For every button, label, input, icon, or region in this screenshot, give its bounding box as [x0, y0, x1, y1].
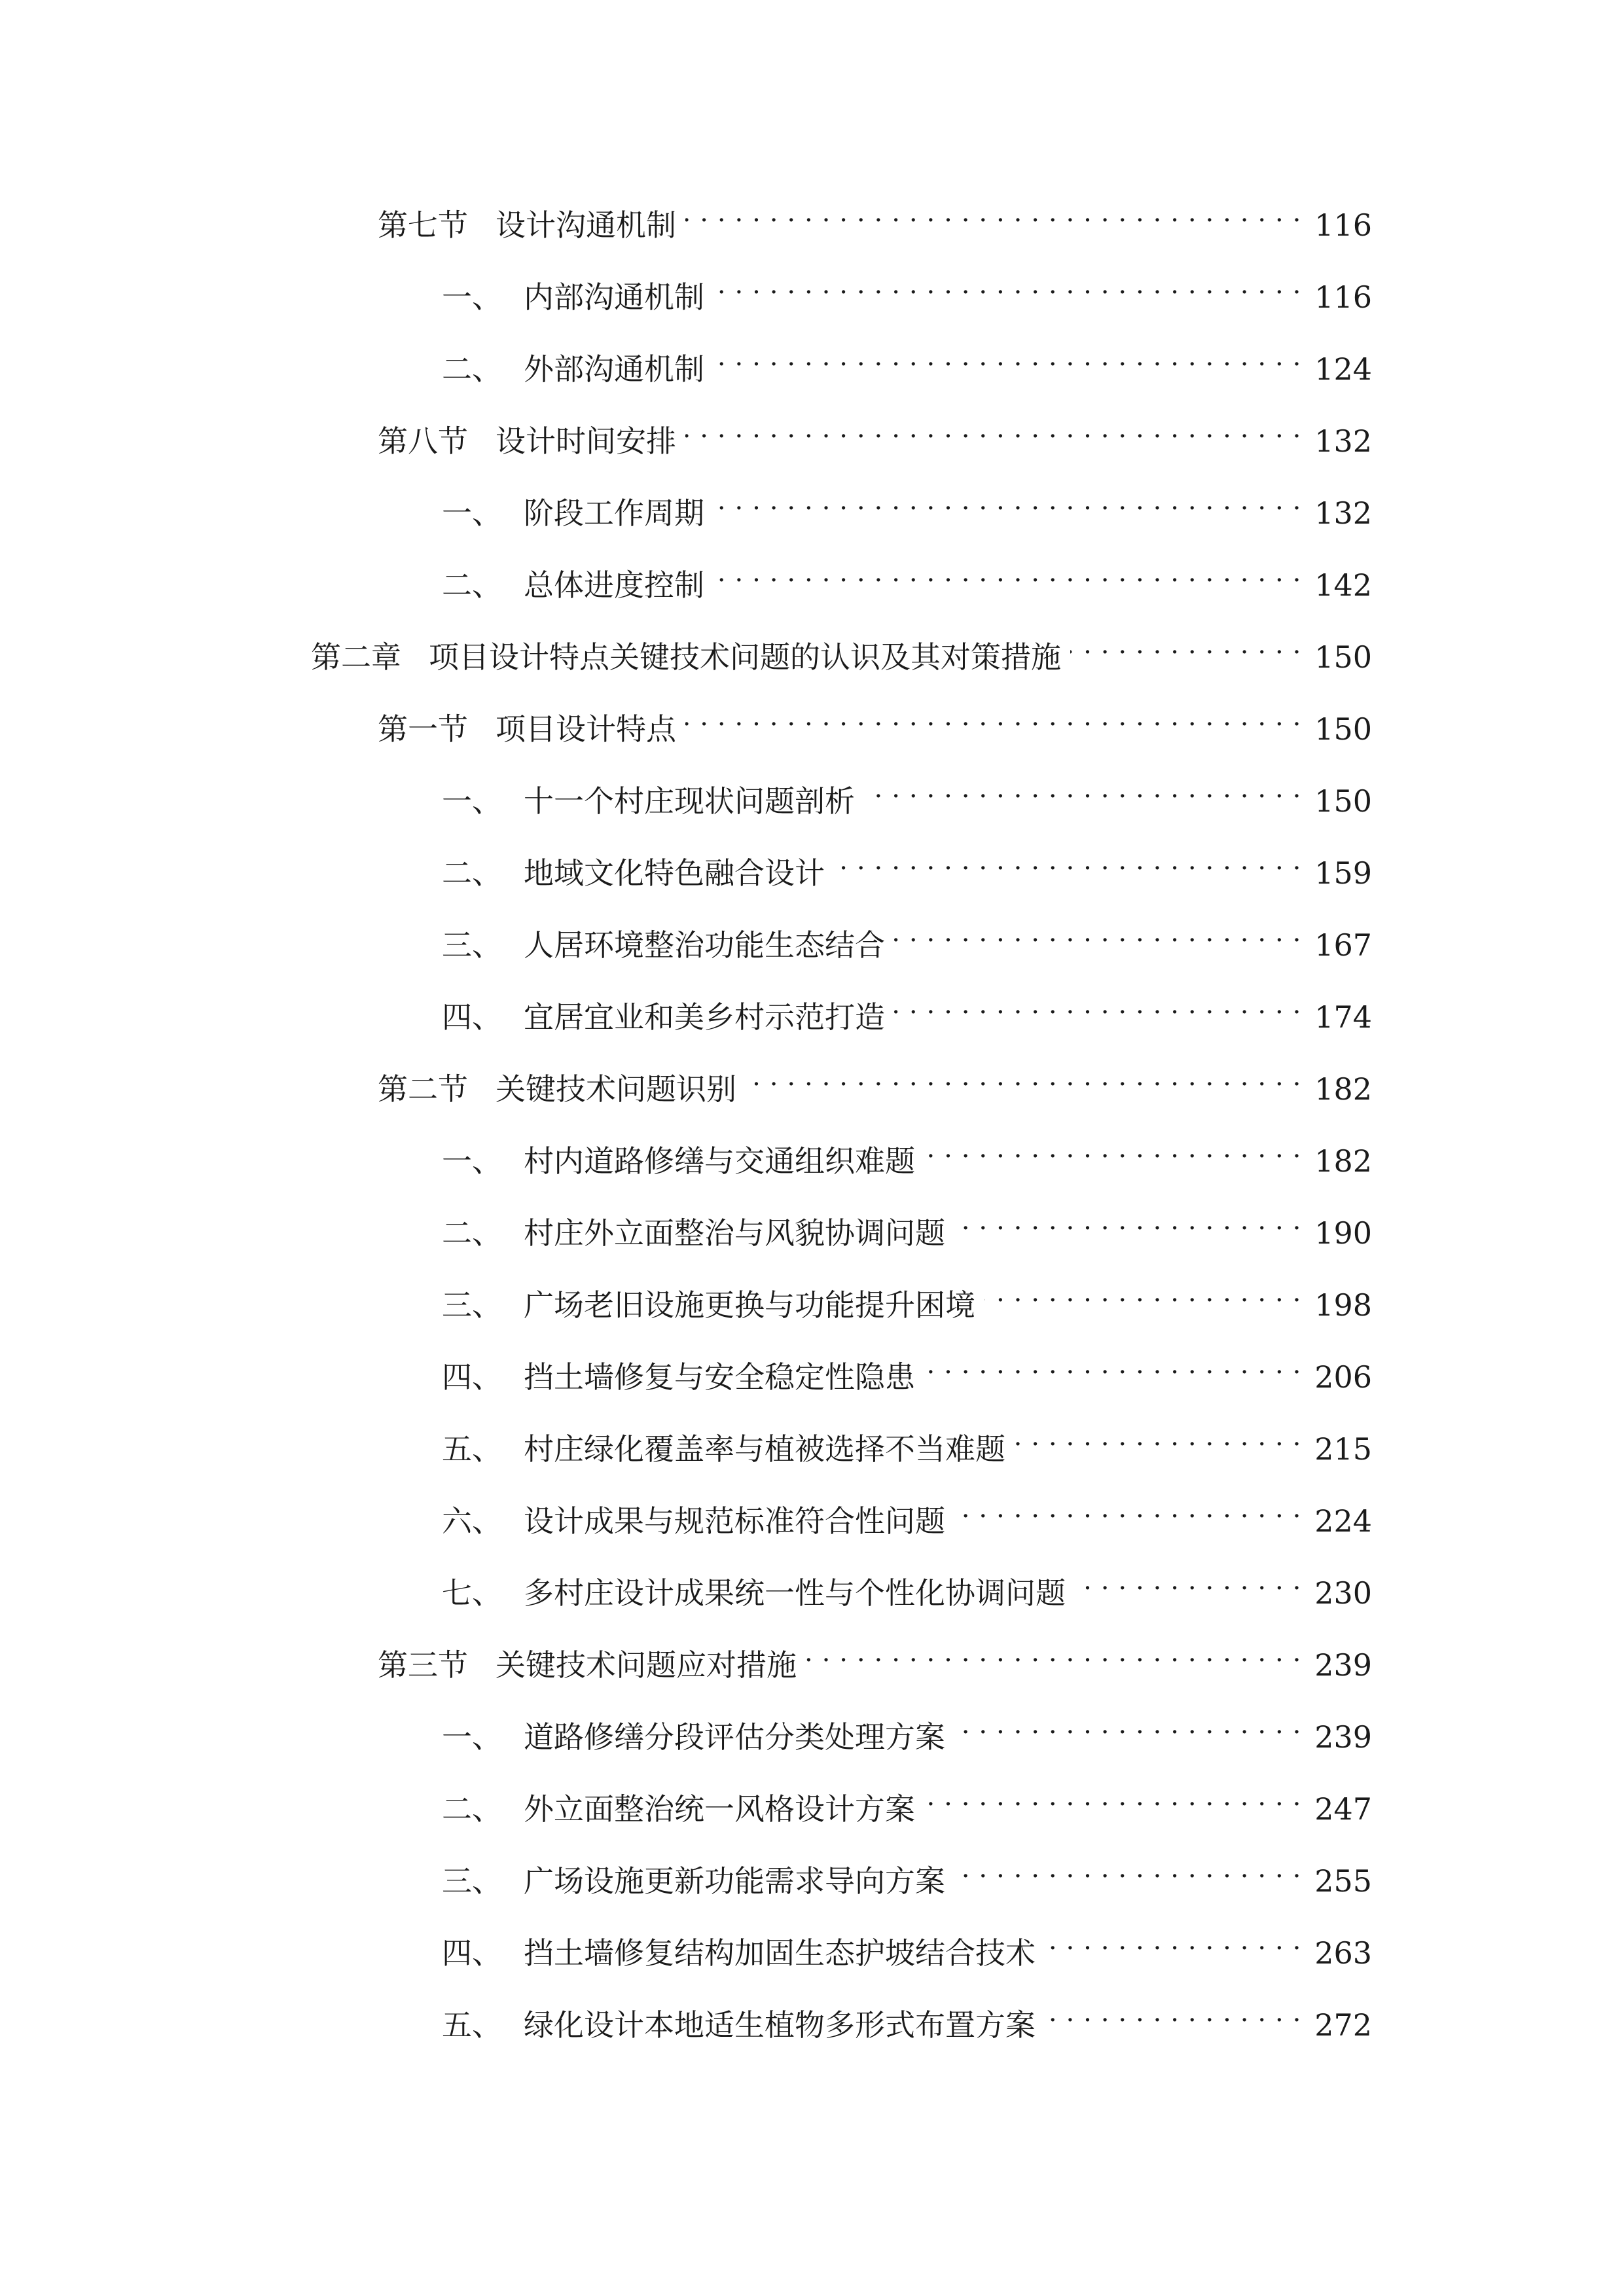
toc-entry[interactable]	[442, 1414, 1372, 1467]
toc-leader-dots	[713, 334, 1301, 380]
toc-leader-dots	[713, 478, 1301, 524]
toc-leader-dots	[713, 550, 1301, 596]
toc-leader-dots	[954, 1702, 1301, 1748]
toc-entry-title: 阶段工作周期	[524, 495, 704, 531]
toc-entry-page: 182	[1314, 1143, 1372, 1179]
toc-entry-title: 十一个村庄现状问题剖析	[524, 783, 855, 819]
toc-leader-dots	[685, 694, 1301, 740]
toc-entry-title: 关键技术问题识别	[496, 1071, 736, 1107]
toc-entry-page: 230	[1314, 1575, 1372, 1611]
toc-entry-title: 设计沟通机制	[496, 207, 676, 243]
toc-entry-number: 二、	[442, 1791, 502, 1827]
toc-leader-dots	[713, 262, 1301, 308]
toc-entry[interactable]	[442, 766, 1372, 819]
toc-entry-title: 绿化设计本地适生植物多形式布置方案	[524, 2007, 1036, 2043]
toc-entry-number: 一、	[442, 1143, 502, 1179]
toc-entry-number: 三、	[442, 1287, 502, 1323]
toc-entry[interactable]	[442, 478, 1372, 531]
toc-entry[interactable]	[442, 1558, 1372, 1611]
toc-entry-page: 150	[1314, 783, 1372, 819]
toc-leader-dots	[1070, 622, 1301, 668]
toc-entry-title: 内部沟通机制	[524, 279, 704, 315]
toc-entry-number: 四、	[442, 1359, 502, 1395]
toc-entry-page: 159	[1314, 855, 1372, 891]
toc-leader-dots	[894, 982, 1301, 1028]
toc-entry[interactable]	[378, 406, 1372, 459]
toc-entry-title: 广场设施更新功能需求导向方案	[524, 1863, 945, 1899]
toc-entry[interactable]	[442, 1270, 1372, 1323]
toc-entry-page: 132	[1314, 423, 1372, 459]
toc-entry-number: 一、	[442, 1719, 502, 1755]
toc-entry-number: 六、	[442, 1503, 502, 1539]
toc-entry-number: 四、	[442, 999, 502, 1035]
toc-entry-page: 150	[1314, 711, 1372, 747]
toc-leader-dots	[1075, 1558, 1301, 1604]
toc-entry-page: 167	[1314, 927, 1372, 963]
toc-entry-number: 二、	[442, 855, 502, 891]
toc-entry[interactable]	[378, 190, 1372, 243]
toc-leader-dots	[1045, 1918, 1301, 1964]
toc-entry-page: 263	[1314, 1935, 1372, 1971]
toc-entry-number: 第三节	[378, 1647, 468, 1683]
toc-entry[interactable]	[442, 1774, 1372, 1827]
toc-entry-number: 二、	[442, 351, 502, 387]
toc-entry-title: 村内道路修缮与交通组织难题	[524, 1143, 915, 1179]
toc-entry[interactable]	[442, 1702, 1372, 1755]
toc-leader-dots	[954, 1486, 1301, 1532]
toc-entry-number: 四、	[442, 1935, 502, 1971]
toc-leader-dots	[834, 838, 1301, 884]
toc-entry-number: 二、	[442, 567, 502, 603]
toc-entry-number: 三、	[442, 927, 502, 963]
toc-entry[interactable]	[378, 1630, 1372, 1683]
toc-leader-dots	[924, 1774, 1301, 1820]
toc-entry[interactable]	[442, 1846, 1372, 1899]
toc-entry-number: 一、	[442, 783, 502, 819]
toc-leader-dots	[924, 1342, 1301, 1388]
toc-entry[interactable]	[378, 1054, 1372, 1107]
toc-entry-page: 116	[1314, 207, 1372, 243]
toc-leader-dots	[685, 190, 1301, 236]
toc-entry-number: 二、	[442, 1215, 502, 1251]
toc-entry[interactable]	[442, 910, 1372, 963]
toc-entry-number: 五、	[442, 1431, 502, 1467]
toc-entry-page: 124	[1314, 351, 1372, 387]
toc-leader-dots	[954, 1198, 1301, 1244]
toc-entry-title: 多村庄设计成果统一性与个性化协调问题	[524, 1575, 1066, 1611]
toc-entry-title: 外立面整治统一风格设计方案	[524, 1791, 915, 1827]
toc-entry-number: 第二节	[378, 1071, 468, 1107]
toc-entry-title: 设计时间安排	[496, 423, 676, 459]
toc-entry-page: 182	[1314, 1071, 1372, 1107]
toc-entry-title: 宜居宜业和美乡村示范打造	[524, 999, 885, 1035]
toc-leader-dots	[984, 1270, 1301, 1316]
toc-entry-title: 挡土墙修复与安全稳定性隐患	[524, 1359, 915, 1395]
toc-entry-title: 道路修缮分段评估分类处理方案	[524, 1719, 945, 1755]
toc-entry-title: 挡土墙修复结构加固生态护坡结合技术	[524, 1935, 1036, 1971]
toc-entry[interactable]	[442, 1486, 1372, 1539]
toc-leader-dots	[894, 910, 1301, 956]
toc-entry[interactable]	[442, 1126, 1372, 1179]
toc-entry[interactable]	[442, 838, 1372, 891]
toc-entry[interactable]	[442, 1198, 1372, 1251]
toc-entry-title: 关键技术问题应对措施	[496, 1647, 797, 1683]
toc-entry-page: 255	[1314, 1863, 1372, 1899]
toc-entry-title: 项目设计特点	[496, 711, 676, 747]
toc-entry-page: 239	[1314, 1647, 1372, 1683]
toc-entry-page: 206	[1314, 1359, 1372, 1395]
toc-entry-number: 三、	[442, 1863, 502, 1899]
toc-entry-title: 人居环境整治功能生态结合	[524, 927, 885, 963]
toc-entry-title: 广场老旧设施更换与功能提升困境	[524, 1287, 975, 1323]
toc-entry-number: 第一节	[378, 711, 468, 747]
toc-entry[interactable]	[311, 622, 1372, 675]
toc-entry[interactable]	[442, 1342, 1372, 1395]
toc-entry-number: 七、	[442, 1575, 502, 1611]
toc-entry[interactable]	[442, 982, 1372, 1035]
toc-leader-dots	[954, 1846, 1301, 1892]
toc-entry-page: 150	[1314, 639, 1372, 675]
toc-leader-dots	[1045, 1990, 1301, 2036]
toc-leader-dots	[746, 1054, 1301, 1100]
toc-entry[interactable]	[442, 1918, 1372, 1971]
toc-entry-page: 215	[1314, 1431, 1372, 1467]
toc-entry-page: 116	[1314, 279, 1372, 315]
toc-entry-page: 239	[1314, 1719, 1372, 1755]
toc-entry[interactable]	[442, 550, 1372, 603]
toc-entry[interactable]	[378, 694, 1372, 747]
toc-entry-page: 174	[1314, 999, 1372, 1035]
toc-entry-page: 132	[1314, 495, 1372, 531]
toc-entry-title: 总体进度控制	[524, 567, 704, 603]
toc-entry-number: 第八节	[378, 423, 468, 459]
toc-entry-title: 外部沟通机制	[524, 351, 704, 387]
toc-entry-number: 五、	[442, 2007, 502, 2043]
toc-entry-page: 198	[1314, 1287, 1372, 1323]
toc-entry-page: 224	[1314, 1503, 1372, 1539]
toc-entry-page: 247	[1314, 1791, 1372, 1827]
toc-entry-title: 项目设计特点关键技术问题的认识及其对策措施	[429, 639, 1061, 675]
toc-entry[interactable]	[442, 1990, 1372, 2043]
toc-entry-title: 村庄绿化覆盖率与植被选择不当难题	[524, 1431, 1005, 1467]
toc-entry-title: 设计成果与规范标准符合性问题	[524, 1503, 945, 1539]
toc-entry-page: 142	[1314, 567, 1372, 603]
toc-leader-dots	[685, 406, 1301, 452]
toc-leader-dots	[806, 1630, 1301, 1676]
toc-entry-page: 190	[1314, 1215, 1372, 1251]
toc-entry-number: 第二章	[311, 639, 401, 675]
toc-leader-dots	[864, 766, 1301, 812]
toc-entry-number: 第七节	[378, 207, 468, 243]
toc-entry-title: 地域文化特色融合设计	[524, 855, 825, 891]
toc-entry-number: 一、	[442, 279, 502, 315]
toc-leader-dots	[924, 1126, 1301, 1172]
toc-entry-page: 272	[1314, 2007, 1372, 2043]
toc-entry-title: 村庄外立面整治与风貌协调问题	[524, 1215, 945, 1251]
toc-entry[interactable]	[442, 262, 1372, 315]
toc-entry[interactable]	[442, 334, 1372, 387]
toc-entry-number: 一、	[442, 495, 502, 531]
toc-leader-dots	[1015, 1414, 1301, 1460]
